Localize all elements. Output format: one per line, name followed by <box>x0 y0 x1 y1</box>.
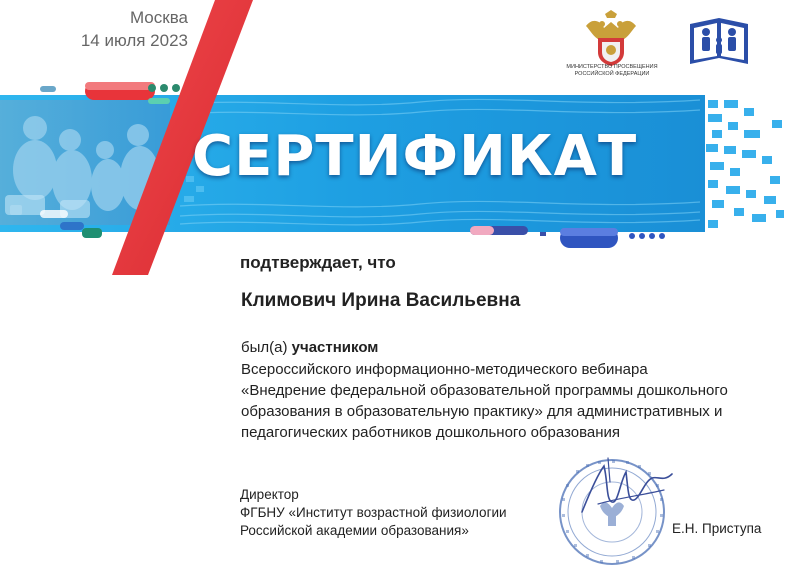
event-description <box>241 359 781 443</box>
signer-line: ФГБНУ «Институт возрастной физиологии <box>240 505 507 520</box>
description-line: Всероссийского информационно-методического вебинара <box>241 361 648 378</box>
book-family-icon <box>686 14 752 68</box>
ministry-line-2: РОССИЙСКОЙ ФЕДЕРАЦИИ <box>574 71 650 77</box>
certificate-title: СЕРТИФИКАТ <box>192 124 638 189</box>
handwritten-signature <box>568 452 678 532</box>
city: Москва <box>129 8 188 27</box>
ministry-caption <box>560 64 664 78</box>
signer-title <box>240 486 507 540</box>
description-line: образования в образовательную практику» для административных и <box>241 403 723 420</box>
place-and-date <box>81 6 188 52</box>
signer-line: Российской академии образования» <box>240 523 469 538</box>
role-bold: участником <box>291 339 379 356</box>
description-line: «Внедрение федеральной образовательной программы дошкольного <box>241 382 728 399</box>
description-line: педагогических работников дошкольного образования <box>241 424 621 441</box>
coat-of-arms-icon <box>578 8 644 68</box>
role-prefix: был(а) <box>241 339 288 356</box>
signer-name: Е.Н. Приступа <box>672 521 762 536</box>
date: 14 июля 2023 <box>80 31 188 50</box>
signer-line: Директор <box>240 487 299 502</box>
ministry-line-1: МИНИСТЕРСТВО ПРОСВЕЩЕНИЯ <box>566 64 658 70</box>
recipient-name: Климович Ирина Васильевна <box>241 290 521 311</box>
confirms-text: подтверждает, что <box>240 253 396 272</box>
participation-role <box>241 339 378 356</box>
